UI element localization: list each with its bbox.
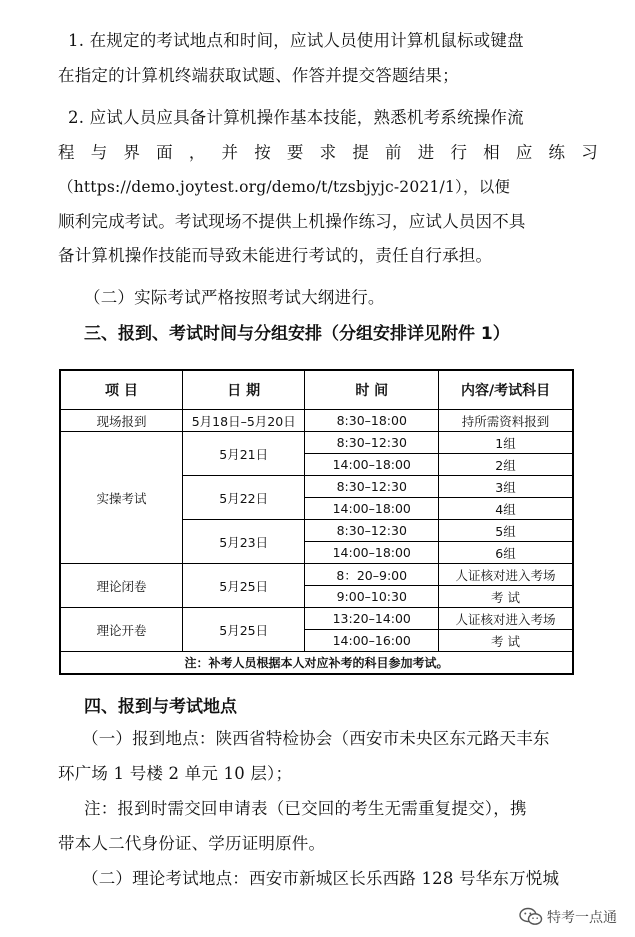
instruction-item-2 <box>58 101 598 274</box>
table-note: 注：补考人员根据本人对应补考的科目参加考试。 <box>60 652 573 675</box>
cell-date: 5月22日 <box>182 476 305 520</box>
cell-item: 实操考试 <box>60 432 182 564</box>
table-header-row <box>60 370 573 410</box>
cell-time: 8:30–12:30 <box>305 432 439 454</box>
cell-date: 5月18日–5月20日 <box>182 410 305 432</box>
cell-time: 8：20–9:00 <box>305 564 439 586</box>
section-4-title: 四、报到与考试地点 <box>84 697 237 717</box>
cell-time: 14:00–18:00 <box>305 498 439 520</box>
cell-content: 4组 <box>439 498 573 520</box>
schedule-table <box>59 369 574 675</box>
table-row <box>60 410 573 432</box>
table-note-row <box>60 652 573 675</box>
cell-content: 1组 <box>439 432 573 454</box>
note-line-2: 带本人二代身份证、学历证明原件。 <box>58 833 326 853</box>
section-4-report-location <box>58 722 602 791</box>
cell-time: 14:00–16:00 <box>305 630 439 652</box>
item-3-text: （二）实际考试严格按照考试大纲进行。 <box>84 288 385 307</box>
item-1-line-2: 在指定的计算机终端获取试题、作答并提交答题结果； <box>58 65 459 85</box>
cell-content: 人证核对进入考场 <box>439 564 573 586</box>
watermark-text: 特考一点通 <box>547 910 617 926</box>
item-2-line-4: 顺利完成考试。考试现场不提供上机操作练习，应试人员因不具 <box>58 211 526 231</box>
header-content: 内容/考试科目 <box>439 370 573 410</box>
cell-content: 6组 <box>439 542 573 564</box>
report-location-line-1: （一）报到地点：陕西省特检协会（西安市未央区东元路天丰东 <box>82 729 550 748</box>
cell-time: 9:00–10:30 <box>305 586 439 608</box>
item-2-line-3: （https://demo.joytest.org/demo/t/tzsbjyjc-2021/1），以便 <box>58 178 511 196</box>
header-date: 日 期 <box>182 370 305 410</box>
item-2-line-2: 程 与 界 面 ， 并 按 要 求 提 前 进 行 相 应 练 习 <box>58 142 598 162</box>
section-4-exam-location <box>82 862 602 897</box>
table-row <box>60 608 573 630</box>
exam-location-line-1: （二）理论考试地点：西安市新城区长乐西路 128 号华东万悦城 <box>82 869 560 888</box>
cell-item: 理论开卷 <box>60 608 182 652</box>
cell-content: 人证核对进入考场 <box>439 608 573 630</box>
cell-time: 8:30–12:30 <box>305 476 439 498</box>
wechat-icon <box>519 907 543 927</box>
cell-time: 8:30–18:00 <box>305 410 439 432</box>
note-line-1: 注：报到时需交回申请表（已交回的考生无需重复提交），携 <box>84 799 527 818</box>
cell-content: 考 试 <box>439 586 573 608</box>
item-2-line-5: 备计算机操作技能而导致未能进行考试的，责任自行承担。 <box>58 246 493 265</box>
cell-content: 2组 <box>439 454 573 476</box>
watermark <box>519 907 617 927</box>
section-3-title: 三、报到、考试时间与分组安排（分组安排详见附件 1） <box>84 324 510 344</box>
report-location-line-2: 环广场 1 号楼 2 单元 10 层）； <box>58 763 293 783</box>
cell-date: 5月23日 <box>182 520 305 564</box>
instruction-item-1 <box>58 24 598 93</box>
cell-date: 5月25日 <box>182 564 305 608</box>
cell-time: 14:00–18:00 <box>305 542 439 564</box>
cell-date: 5月21日 <box>182 432 305 476</box>
header-time: 时 间 <box>305 370 439 410</box>
table-row <box>60 432 573 454</box>
item-1-line-1: 1. 在规定的考试地点和时间，应试人员使用计算机鼠标或键盘 <box>68 31 524 50</box>
instruction-item-3 <box>84 281 614 316</box>
cell-time: 14:00–18:00 <box>305 454 439 476</box>
item-2-line-1: 2. 应试人员应具备计算机操作基本技能，熟悉机考系统操作流 <box>68 108 524 127</box>
header-item: 项 目 <box>60 370 182 410</box>
cell-time: 13:20–14:00 <box>305 608 439 630</box>
cell-content: 考 试 <box>439 630 573 652</box>
cell-content: 持所需资料报到 <box>439 410 573 432</box>
cell-time: 8:30–12:30 <box>305 520 439 542</box>
table-row <box>60 564 573 586</box>
section-4-note <box>58 792 604 861</box>
cell-item: 现场报到 <box>60 410 182 432</box>
cell-item: 理论闭卷 <box>60 564 182 608</box>
cell-date: 5月25日 <box>182 608 305 652</box>
cell-content: 5组 <box>439 520 573 542</box>
cell-content: 3组 <box>439 476 573 498</box>
